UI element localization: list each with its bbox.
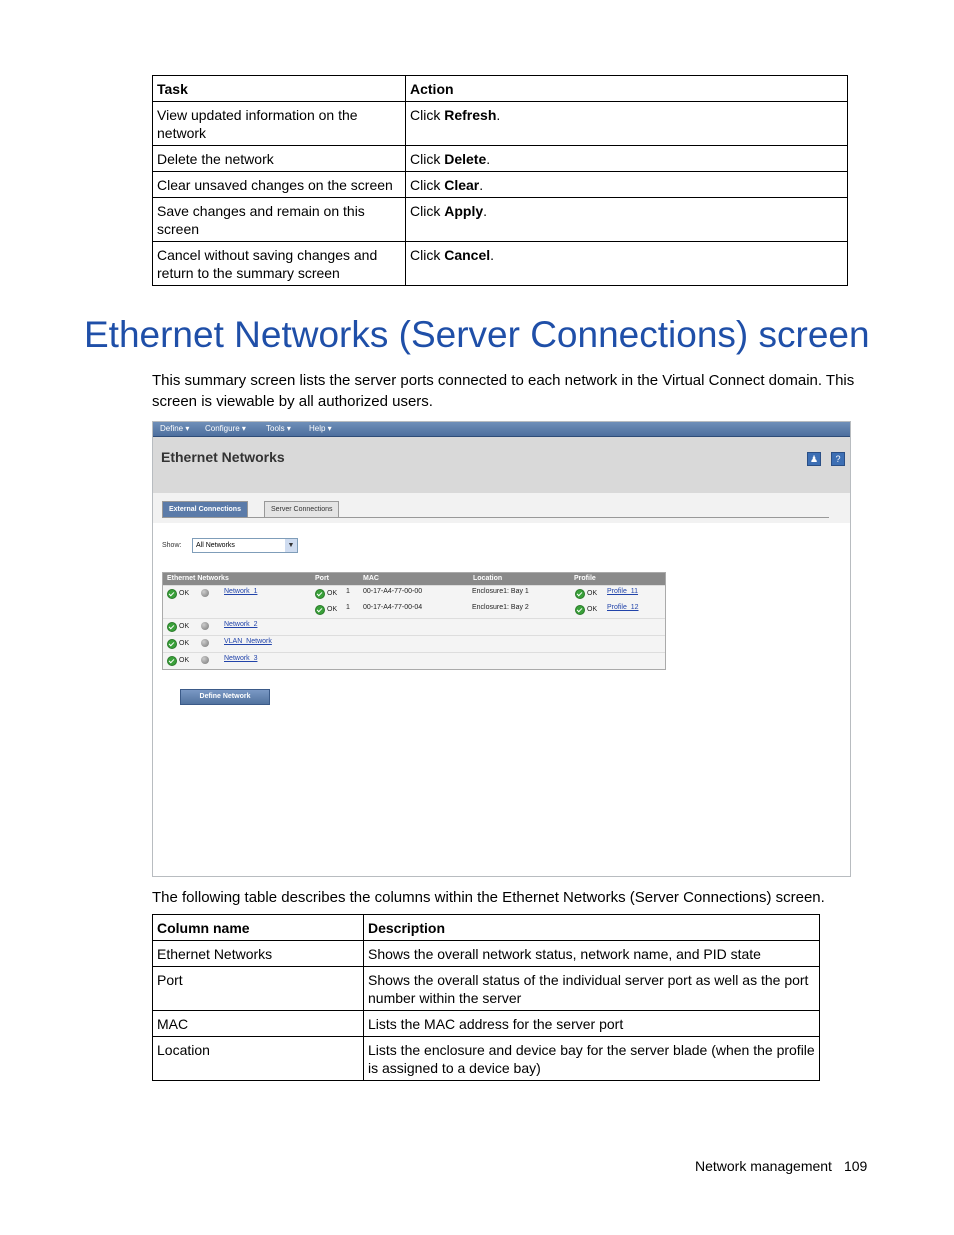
pid-icon[interactable] — [201, 656, 209, 664]
tab-server-connections[interactable]: Server Connections — [264, 501, 339, 518]
table-row — [153, 172, 848, 198]
action-cell: Click Clear. — [406, 172, 848, 198]
grid-header — [163, 573, 665, 585]
description-cell: Lists the enclosure and device bay for the server blade (when the profile is assigned to a device bay) — [364, 1037, 820, 1081]
profile-status: OK — [587, 606, 598, 613]
ok-status-icon — [167, 639, 177, 649]
footer-section: Network management — [695, 1158, 832, 1174]
ok-status-icon — [167, 589, 177, 599]
help-icon[interactable]: ? — [831, 452, 845, 466]
tab-area — [153, 493, 850, 523]
task-header: Task — [153, 76, 406, 102]
action-cell: Click Apply. — [406, 198, 848, 242]
column-name-header: Column name — [153, 915, 364, 941]
grid-header-port[interactable]: Port — [315, 575, 329, 582]
network-status: OK — [179, 657, 190, 664]
ok-status-icon — [167, 622, 177, 632]
show-filter-value: All Networks — [196, 542, 235, 549]
port-status: OK — [327, 606, 338, 613]
pid-icon[interactable] — [201, 639, 209, 647]
network-link[interactable]: Network_1 — [224, 588, 258, 595]
action-header: Action — [406, 76, 848, 102]
screen-title: Ethernet Networks — [161, 449, 285, 465]
ok-status-icon — [315, 589, 325, 599]
table-row — [153, 941, 820, 967]
page-footer — [695, 1158, 867, 1174]
task-cell: Clear unsaved changes on the screen — [153, 172, 406, 198]
title-bar — [153, 437, 850, 493]
pid-icon[interactable] — [201, 589, 209, 597]
table-row — [153, 967, 820, 1011]
network-link[interactable]: VLAN_Network — [224, 638, 272, 645]
networks-grid — [162, 572, 666, 670]
task-action-table — [152, 75, 848, 286]
grid-header-mac[interactable]: MAC — [363, 575, 379, 582]
port-number: 1 — [346, 588, 350, 595]
profile-link[interactable]: Profile_11 — [607, 588, 639, 595]
grid-header-profile[interactable]: Profile — [574, 575, 596, 582]
task-cell: Save changes and remain on this screen — [153, 198, 406, 242]
define-network-button[interactable]: Define Network — [180, 689, 270, 705]
table-row — [163, 618, 665, 635]
ok-status-icon — [167, 656, 177, 666]
network-link[interactable]: Network_2 — [224, 621, 258, 628]
menu-help[interactable]: Help ▾ — [309, 424, 332, 433]
user-icon[interactable]: ♟ — [807, 452, 821, 466]
grid-header-networks[interactable]: Ethernet Networks — [167, 575, 229, 582]
vc-manager-screenshot — [152, 421, 851, 877]
description-cell: Lists the MAC address for the server port — [364, 1011, 820, 1037]
menu-tools[interactable]: Tools ▾ — [266, 424, 291, 433]
table-header-row — [153, 76, 848, 102]
description-cell: Shows the overall network status, network name, and PID state — [364, 941, 820, 967]
following-paragraph: The following table describes the columns within the Ethernet Networks (Server Connections) screen. — [152, 889, 825, 906]
table-row — [153, 242, 848, 286]
port-number: 1 — [346, 604, 350, 611]
show-label: Show: — [162, 542, 182, 549]
column-name-cell: Port — [153, 967, 364, 1011]
column-name-cell: Location — [153, 1037, 364, 1081]
action-cell: Click Delete. — [406, 146, 848, 172]
menu-configure[interactable]: Configure ▾ — [205, 424, 246, 433]
table-row — [153, 198, 848, 242]
column-name-cell: MAC — [153, 1011, 364, 1037]
network-status: OK — [179, 623, 190, 630]
intro-paragraph: This summary screen lists the server ports connected to each network in the Virtual Connect domain. This screen is viewable by all authorized users. — [152, 372, 855, 410]
action-cell: Click Refresh. — [406, 102, 848, 146]
table-row — [163, 585, 665, 618]
location: Enclosure1: Bay 2 — [472, 604, 529, 611]
table-row — [153, 1011, 820, 1037]
tab-divider — [162, 517, 829, 518]
page-number: 109 — [843, 1158, 868, 1174]
tab-external-connections[interactable]: External Connections — [162, 501, 248, 518]
mac-address: 00-17-A4-77-00-00 — [363, 588, 423, 595]
menu-bar — [153, 422, 850, 437]
network-status: OK — [179, 590, 190, 597]
pid-icon[interactable] — [201, 622, 209, 630]
table-header-row — [153, 915, 820, 941]
section-heading: Ethernet Networks (Server Connections) screen — [84, 314, 870, 355]
ok-status-icon — [575, 605, 585, 615]
profile-status: OK — [587, 590, 598, 597]
chevron-down-icon[interactable]: ▼ — [285, 539, 297, 552]
grid-header-location[interactable]: Location — [473, 575, 503, 582]
task-cell: View updated information on the network — [153, 102, 406, 146]
menu-define[interactable]: Define ▾ — [160, 424, 190, 433]
mac-address: 00-17-A4-77-00-04 — [363, 604, 423, 611]
column-description-table — [152, 914, 820, 1081]
location: Enclosure1: Bay 1 — [472, 588, 529, 595]
table-row — [153, 1037, 820, 1081]
action-cell: Click Cancel. — [406, 242, 848, 286]
port-status: OK — [327, 590, 338, 597]
ok-status-icon — [575, 589, 585, 599]
network-status: OK — [179, 640, 190, 647]
profile-link[interactable]: Profile_12 — [607, 604, 639, 611]
task-cell: Cancel without saving changes and return to the summary screen — [153, 242, 406, 286]
description-cell: Shows the overall status of the individual server port as well as the port number within the server — [364, 967, 820, 1011]
ok-status-icon — [315, 605, 325, 615]
description-header: Description — [364, 915, 820, 941]
show-filter-select[interactable] — [192, 538, 298, 553]
network-link[interactable]: Network_3 — [224, 655, 258, 662]
table-row — [163, 652, 665, 669]
table-row — [153, 102, 848, 146]
table-row — [163, 635, 665, 652]
column-name-cell: Ethernet Networks — [153, 941, 364, 967]
task-cell: Delete the network — [153, 146, 406, 172]
table-row — [153, 146, 848, 172]
